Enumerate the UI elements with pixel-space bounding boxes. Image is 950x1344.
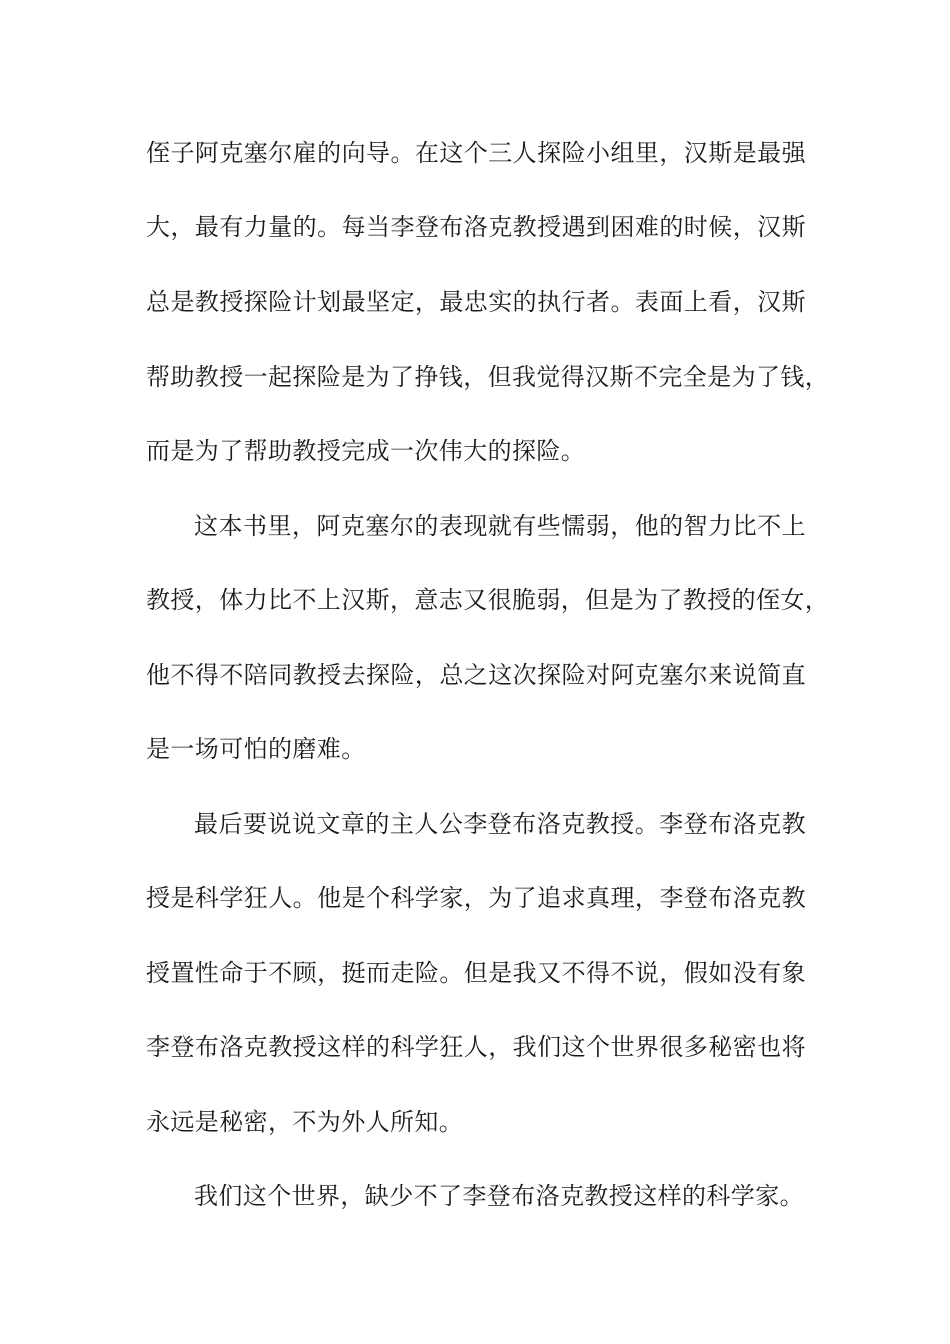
text-line: 授置性命于不顾，挺而走险。但是我又不得不说，假如没有象 bbox=[146, 959, 806, 987]
text-line: 大，最有力量的。每当李登布洛克教授遇到困难的时候，汉斯 bbox=[146, 213, 806, 241]
text-line: 帮助教授一起探险是为了挣钱，但我觉得汉斯不完全是为了钱， bbox=[146, 363, 830, 391]
text-line: 我们这个世界，缺少不了李登布洛克教授这样的科学家。 bbox=[194, 1182, 804, 1210]
text-line: 最后要说说文章的主人公李登布洛克教授。李登布洛克教 bbox=[194, 810, 806, 838]
text-line: 是一场可怕的磨难。 bbox=[146, 735, 366, 763]
text-line: 授是科学狂人。他是个科学家，为了追求真理，李登布洛克教 bbox=[146, 884, 806, 912]
text-line: 教授，体力比不上汉斯，意志又很脆弱，但是为了教授的侄女， bbox=[146, 586, 830, 614]
text-line: 永远是秘密，不为外人所知。 bbox=[146, 1108, 464, 1136]
text-line: 李登布洛克教授这样的科学狂人，我们这个世界很多秘密也将 bbox=[146, 1033, 806, 1061]
text-line: 他不得不陪同教授去探险，总之这次探险对阿克塞尔来说简直 bbox=[146, 661, 806, 689]
text-line: 总是教授探险计划最坚定，最忠实的执行者。表面上看，汉斯 bbox=[146, 288, 806, 316]
text-line: 而是为了帮助教授完成一次伟大的探险。 bbox=[146, 437, 586, 465]
text-line: 这本书里，阿克塞尔的表现就有些懦弱，他的智力比不上 bbox=[194, 512, 806, 540]
text-line: 侄子阿克塞尔雇的向导。在这个三人探险小组里，汉斯是最强 bbox=[146, 139, 806, 167]
